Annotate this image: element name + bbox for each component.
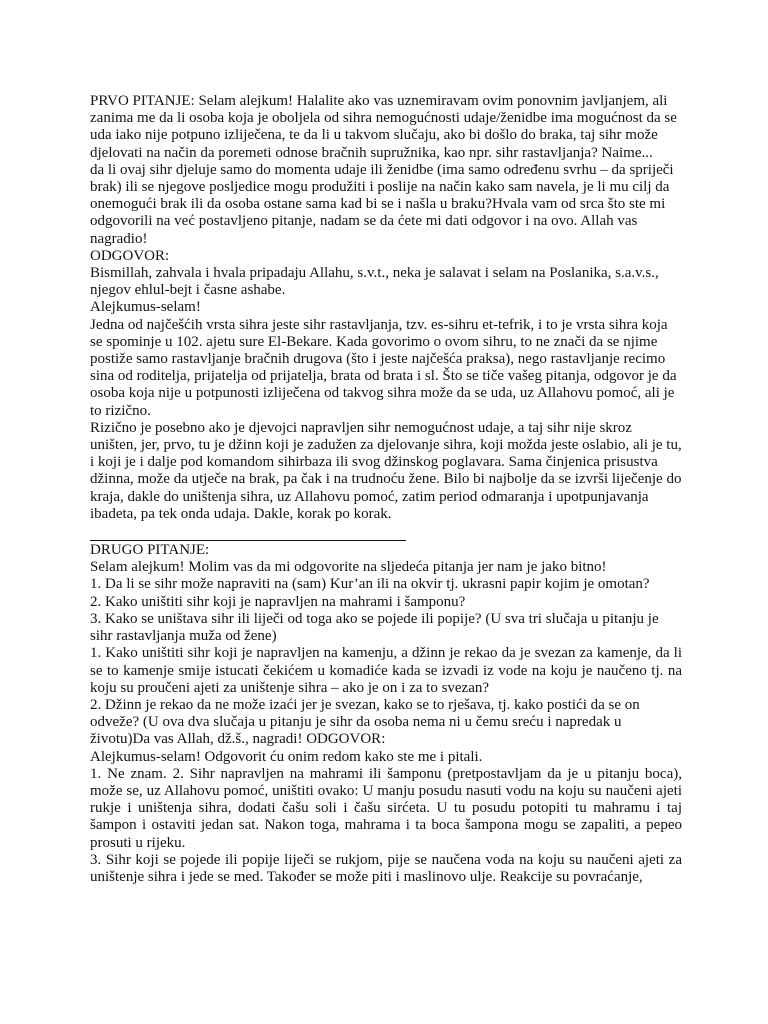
answer-1-body: Jedna od najčešćih vrsta sihra jeste sihr rastavljanja, tzv. es-sihru et-tefrik, i to je vrsta sihra koja se spominje u 102. ajetu sure El-Bekare. Kada govorimo o ovom sihru, to ne znači da se njime postiže samo rastavljanje bračnih drugova (što i jeste najčešća praksa), nego rastavljanje recimo sina od roditelja, prijatelja od prijatelja, brata od brata i sl. Što se tiče vašeg pitanja, odgovor je da osoba koja nije u potpunosti izliječena od takvog sihra može da se uda, uz Allahovu pomoć, ali je to rizično. bbox=[90, 316, 677, 419]
question-2-extra-1: 1. Kako uništiti sihr koji je napravljen na kamenju, a džinn je rekao da je svezan za kamenje, da li se to kamenje smije istucati čekićem u komadiće kada se izvadi iz vode na koju je naučeno tj. na koju su proučeni ajeti za uništenje sihra – ako je on i za to svezan? bbox=[90, 645, 682, 696]
answer-2-item-3: 3. Sihr koji se pojede ili popije liječi se rukjom, pije se naučena voda na koju su naučeni ajeti za uništenje sihra i jede se med. Također se može piti i maslinovo ulje. Reakcije su povraćanje, bbox=[90, 851, 682, 885]
question-2-extra-2: 2. Džinn je rekao da ne može izaći jer je svezan, kako se to rješava, tj. kako postići da se on odveže? (U ova dva slučaja u pitanju je sihr da osoba nema ni u čemu sreću i napredak u životu)Da vas Allah, dž.š., nagradi! ODGOVOR: bbox=[90, 696, 640, 748]
question-2-intro: Selam alejkum! Molim vas da mi odgovorite na sljedeća pitanja jer nam je jako bitno! bbox=[90, 559, 607, 576]
question-1-continued: da li ovaj sihr djeluje samo do momenta udaje ili ženidbe (ima samo određenu svrhu – da spriječi brak) ili se njegove posljedice mogu produžiti i poslije na način kako sam navela, je li mu cilj da onemogući brak ili da osoba ostane sama kad bi se i našla u braku?Hvala vam od srca što ste mi odgovorili na već postavljeno pitanje, nadam se da ćete mi dati odgovor i na ovo. Allah vas nagradio! bbox=[90, 161, 674, 247]
answer-1-body-2: Rizično je posebno ako je djevojci napravljen sihr nemogućnost udaje, a taj sihr nije skroz uništen, jer, prvo, tu je džinn koji je zadužen za djelovanje sihra, koji možda jeste oslabio, ali je tu, i koji je i dalje pod komandom sihirbaza ili svog džinskog poglavara. Sama činjenica prisustva džinna, može da utječe na brak, pa čak i na trudnoću žene. Bilo bi najbolje da se izvrši liječenje do kraja, dakle do uništenja sihra, uz Allahovu pomoć, zatim period odmaranja i upotpunjavanja ibadeta, pa tek onda udaja. Dakle, korak po korak. bbox=[90, 419, 682, 522]
answer-1-heading: ODGOVOR: bbox=[90, 247, 170, 264]
question-2-item-1: 1. Da li se sihr može napraviti na (sam) Kur’an ili na okvir tj. ukrasni papir kojim je omotan? bbox=[90, 576, 650, 593]
section-divider bbox=[90, 540, 406, 541]
answer-1-opening: Bismillah, zahvala i hvala pripadaju Allahu, s.v.t., neka je salavat i selam na Poslanika, s.a.v.s., njegov ehlul-bejt i časne ashabe. bbox=[90, 265, 659, 299]
question-2-item-3: 3. Kako se uništava sihr ili liječi od toga ako se pojede ili popije? (U sva tri slučaja u pitanju je sihr rastavljanja muža od žene) bbox=[90, 610, 659, 645]
answer-2-greeting: Alejkumus-selam! Odgovorit ću onim redom kako ste me i pitali. bbox=[90, 748, 483, 765]
question-2-item-2: 2. Kako uništiti sihr koji je napravljen na mahrami i šamponu? bbox=[90, 593, 466, 610]
answer-2-item-1-2: 1. Ne znam. 2. Sihr napravljen na mahrami ili šamponu (pretpostavljam da je u pitanju boca), može se, uz Allahovu pomoć, uništiti ovako: U manju posudu nasuti vodu na koju su naučeni ajeti rukje i uništenja sihra, dodati čašu soli i čašu sirćeta. U tu posudu potopiti tu mahramu i taj šampon i ostaviti jedan sat. Nakon toga, mahrama i ta boca šampona mogu se zapaliti, a pepeo prosuti u rijeku. bbox=[90, 765, 682, 851]
question-1-text: PRVO PITANJE: Selam alejkum! Halalite ako vas uznemiravam ovim ponovnim javljanjem, ali zanima me da li osoba koja je oboljela od sihra nemogućnosti udaje/ženidbe ima mogućnost da se uda iako nije potpuno izliječena, te da li u takvom slučaju, ako bi došlo do braka, taj sihr može djelovati na način da poremeti odnose bračnih supružnika, kao npr. sihr rastavljanja? Naime... bbox=[90, 93, 677, 161]
question-2-heading: DRUGO PITANJE: bbox=[90, 542, 210, 559]
answer-1-greeting: Alejkumus-selam! bbox=[90, 299, 201, 316]
document-page bbox=[90, 93, 682, 886]
